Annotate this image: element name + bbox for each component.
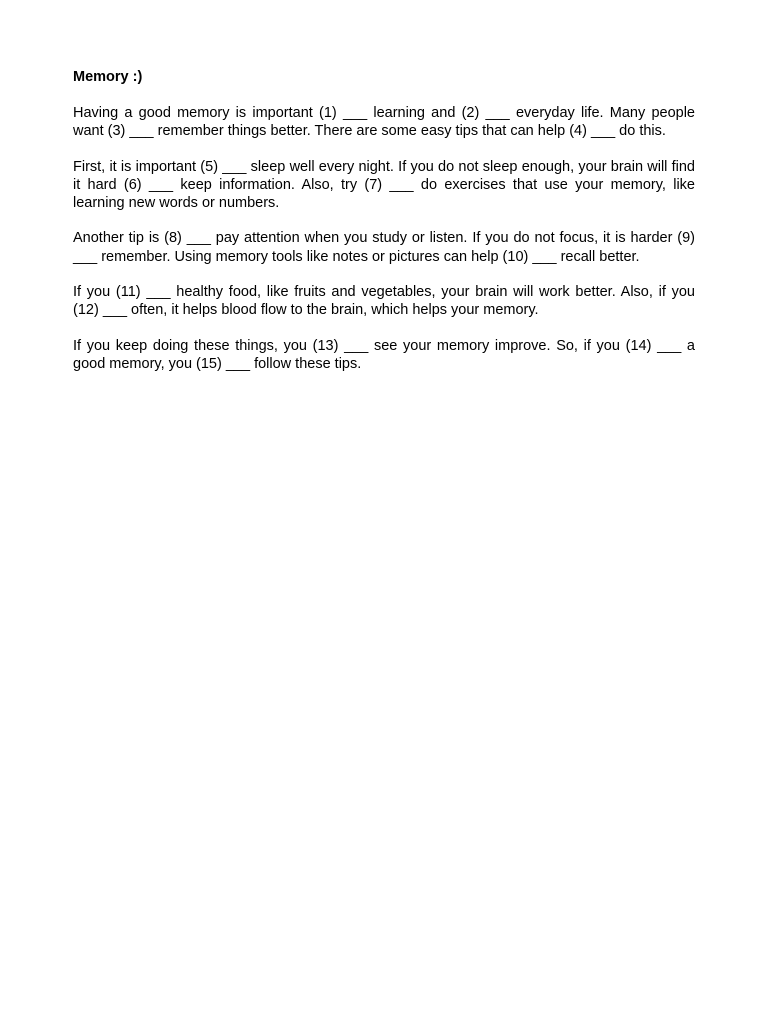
document-title: Memory :) — [73, 69, 143, 85]
paragraph-food-exercise: If you (11) ___ healthy food, like fruits and vegetables, your brain will work better. Also, if you (12) ___ often, it helps blood flow to the brain, which helps your memory. — [73, 284, 695, 319]
paragraph-conclusion: If you keep doing these things, you (13) ___ see your memory improve. So, if you (14) ___ a good memory, you (15) ___ follow these tips. — [73, 337, 695, 372]
paragraph-intro: Having a good memory is important (1) ___ learning and (2) ___ everyday life. Many people want (3) ___ remember things better. There are some easy tips that can help (4) ___ do this. — [73, 105, 695, 140]
document-page — [73, 68, 695, 390]
paragraph-sleep-tips: First, it is important (5) ___ sleep well every night. If you do not sleep enough, your brain will find it hard (6) ___ keep information. Also, try (7) ___ do exercises that use your memory, like learning new words or numbers. — [73, 158, 695, 212]
paragraph-attention-tips: Another tip is (8) ___ pay attention when you study or listen. If you do not focus, it is harder (9) ___ remember. Using memory tools like notes or pictures can help (10) ___ recall better. — [73, 230, 695, 265]
